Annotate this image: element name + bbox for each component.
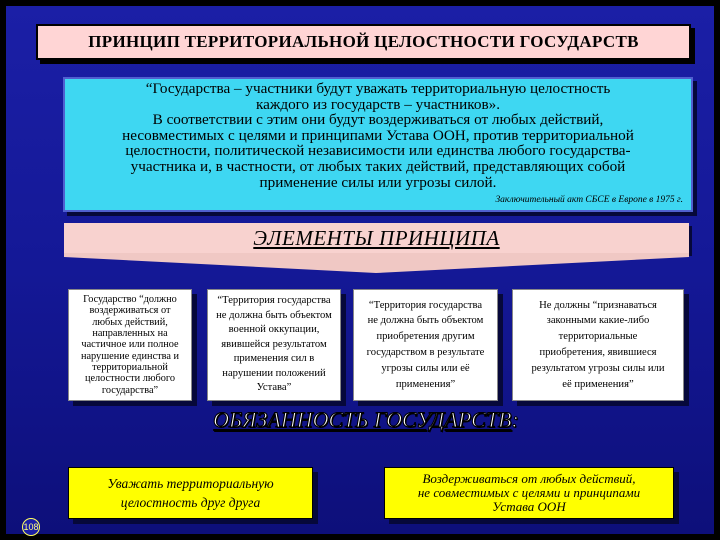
- element-line: военной оккупации,: [228, 324, 320, 336]
- element-card-1: [68, 289, 192, 401]
- element-line: не должна быть объектом: [367, 315, 484, 327]
- banner-chevron-shape: [64, 253, 689, 273]
- element-line: “Территория государства: [368, 299, 483, 311]
- element-line: “Территория государства: [217, 294, 331, 306]
- quote-source: Заключительный акт СБСЕ в Европе в 1975 г.: [495, 195, 683, 205]
- element-card-3: [353, 289, 498, 401]
- element-line: угрозы силы или её: [381, 362, 470, 374]
- element-line: Устава”: [256, 382, 292, 394]
- quote-line: несовместимых с целями и принципами Устава ООН, против территориальной: [122, 126, 634, 144]
- duties-heading: [6, 407, 720, 433]
- duty-line: Устава ООН: [492, 499, 566, 514]
- element-line: не должна быть объектом: [216, 309, 332, 321]
- quote-line: участника и, в частности, от любых таких действий, представляющих собой: [130, 157, 626, 175]
- duties-heading-colon: :: [511, 407, 519, 432]
- element-line: любых действий,: [92, 316, 168, 328]
- slide-title-text: ПРИНЦИП ТЕРРИТОРИАЛЬНОЙ ЦЕЛОСТНОСТИ ГОСУДАРСТВ: [88, 32, 639, 51]
- quote-line: каждого из государств – участников».: [255, 95, 501, 113]
- page-number-badge: [22, 518, 40, 536]
- quote-line: применение силы или угрозы силой.: [259, 173, 497, 191]
- element-card-2: [207, 289, 341, 401]
- element-line: целостности любого: [84, 373, 176, 385]
- elements-heading-banner: [64, 223, 689, 253]
- element-line: её применения”: [562, 378, 634, 390]
- element-line: государства”: [101, 384, 159, 396]
- element-line: государством в результате: [366, 347, 485, 358]
- duties-heading-text: ОБЯЗАННОСТЬ ГОСУДАРСТВ: [213, 407, 512, 432]
- element-line: нарушении положений: [222, 367, 326, 379]
- quote-line: В соответствии с этим они будут воздерживаться от любых действий,: [152, 111, 604, 129]
- slide-title: [36, 24, 691, 60]
- quote-line: “Государства – участники будут уважать территориальную целостность: [145, 80, 611, 97]
- element-line: применения”: [395, 378, 456, 390]
- page-number: 108: [23, 522, 39, 532]
- element-card-4: [512, 289, 684, 401]
- element-line: воздерживаться от: [89, 305, 171, 317]
- duty-box-2: [384, 467, 674, 519]
- element-line: территориальной: [92, 361, 168, 373]
- element-line: применения сил в: [233, 353, 315, 365]
- element-line: нарушение единства и: [80, 350, 180, 362]
- element-line: приобретения другим: [376, 331, 475, 343]
- duty-line: Воздерживаться от любых действий,: [422, 471, 636, 486]
- element-line: территориальные: [558, 331, 638, 343]
- duty-box-1: [68, 467, 313, 519]
- banner-chevron-icon: [64, 253, 689, 273]
- element-line: направленных на: [92, 328, 168, 340]
- element-line: законными какие-либо: [546, 315, 650, 327]
- duty-line: Уважать территориальную: [107, 476, 274, 491]
- elements-heading: ЭЛЕМЕНТЫ ПРИНЦИПА: [253, 225, 500, 250]
- element-line: Не должны “признаваться: [539, 299, 657, 311]
- element-line: результатом угрозы силы или: [531, 362, 665, 374]
- element-line: частичное или полное: [81, 339, 179, 351]
- quote-box: [63, 77, 693, 212]
- duty-line: целостность друг друга: [120, 495, 261, 510]
- element-line: приобретения, явившиеся: [539, 347, 657, 358]
- element-line: явившейся результатом: [221, 338, 327, 350]
- element-line: Государство “должно: [83, 294, 177, 306]
- duty-line: не совместимых с целями и принципами: [417, 485, 641, 500]
- quote-line: целостности, политической независимости или единства любого государства-: [125, 142, 631, 160]
